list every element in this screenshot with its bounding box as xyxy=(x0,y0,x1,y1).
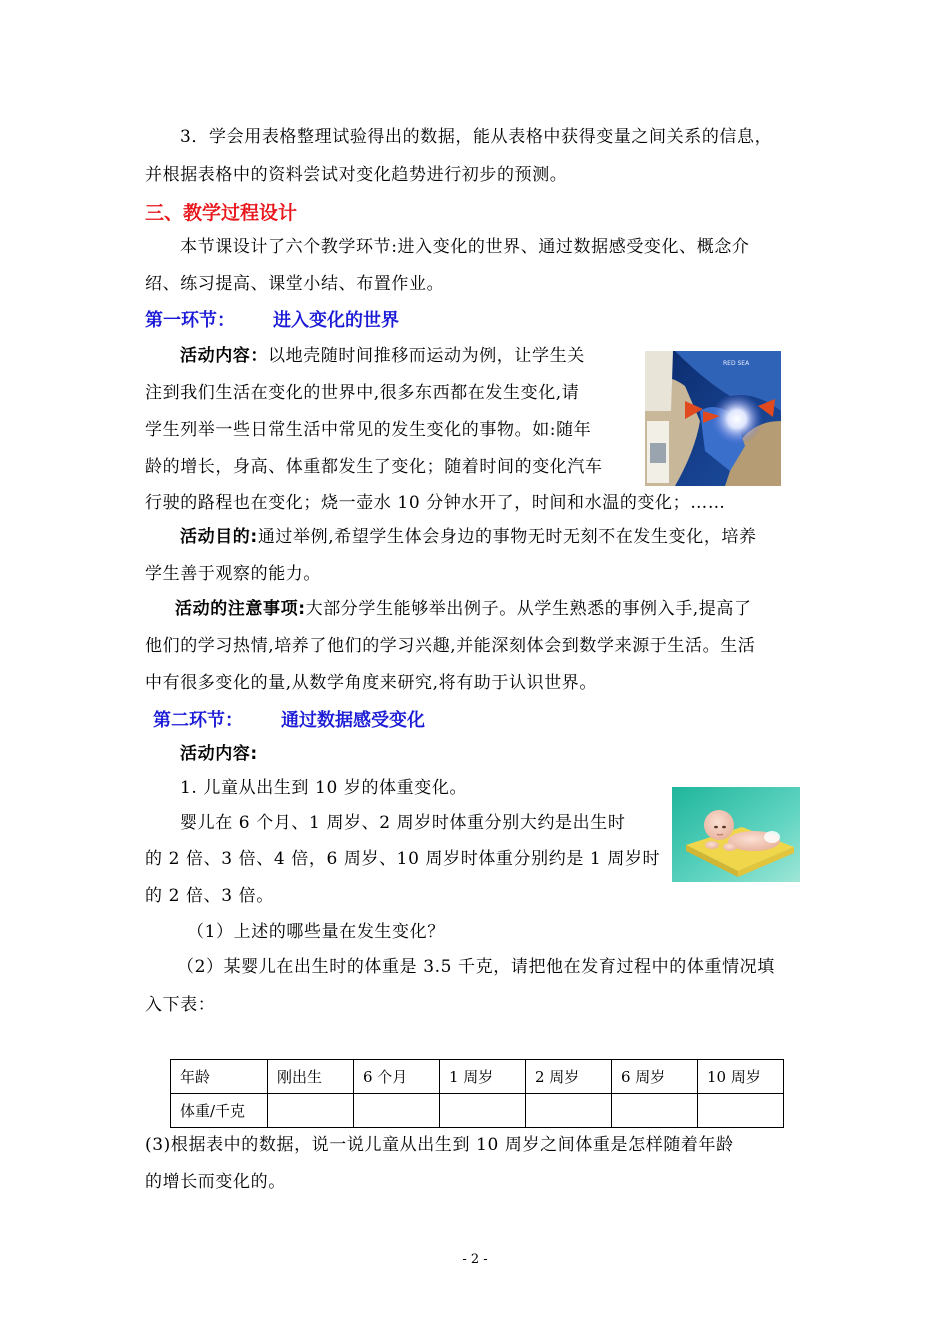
stage1-notes-line1: 活动的注意事项:大部分学生能够举出例子。从学生熟悉的事例入手,提高了 xyxy=(175,599,752,619)
stage2-q1: （1）上述的哪些量在发生变化？ xyxy=(187,922,445,942)
stage2-heading xyxy=(153,706,425,732)
stage2-heading-title: 通过数据感受变化 xyxy=(281,710,425,731)
stage1-content-line4: 龄的增长，身高、体重都发生了变化；随着时间的变化汽车 xyxy=(145,457,603,477)
stage1-notes-label: 活动的注意事项: xyxy=(175,599,306,619)
stage2-heading-num: 第二环节： xyxy=(153,710,243,731)
stage2-q2-line2: 入下表： xyxy=(145,995,216,1015)
stage1-notes-line3: 中有很多变化的量,从数学角度来研究,将有助于认识世界。 xyxy=(145,673,598,693)
stage1-content-line2: 注到我们生活在变化的世界中,很多东西都在发生变化,请 xyxy=(145,383,580,403)
table-header-cell: 刚出生 xyxy=(268,1060,354,1094)
table-header-cell: 1 周岁 xyxy=(440,1060,526,1094)
stage2-q2-line1: （2）某婴儿在出生时的体重是 3.5 千克，请把他在发育过程中的体重情况填 xyxy=(177,957,775,977)
stage2-item1: 1. 儿童从出生到 10 岁的体重变化。 xyxy=(180,778,468,798)
stage1-notes-line2: 他们的学习热情,培养了他们的学习兴趣,并能深刻体会到数学来源于生活。生活 xyxy=(145,636,756,656)
stage2-para-line3: 的 2 倍、3 倍。 xyxy=(145,886,274,906)
table-cell-blank xyxy=(440,1094,526,1128)
stage1-purpose-line2: 学生善于观察的能力。 xyxy=(145,564,321,584)
stage1-content-line3: 学生列举一些日常生活中常见的发生变化的事物。如:随年 xyxy=(145,420,592,440)
table-header-cell: 6 个月 xyxy=(354,1060,440,1094)
stage2-q3-line2: 的增长而变化的。 xyxy=(145,1172,286,1192)
section-intro-line2: 绍、练习提高、课堂小结、布置作业。 xyxy=(145,274,445,294)
stage2-para-line1: 婴儿在 6 个月、1 周岁、2 周岁时体重分别大约是出生时 xyxy=(180,813,626,833)
stage2-para-line2: 的 2 倍、3 倍、4 倍，6 周岁、10 周岁时体重分别约是 1 周岁时 xyxy=(145,849,661,869)
table-cell-blank xyxy=(268,1094,354,1128)
objective-3-line1: 3．学会用表格整理试验得出的数据，能从表格中获得变量之间关系的信息， xyxy=(180,127,773,147)
table-row-label: 体重/千克 xyxy=(171,1094,268,1128)
baby-photo xyxy=(672,787,800,882)
stage1-content-line1: 活动内容：以地壳随时间推移而运动为例，让学生关 xyxy=(180,346,585,366)
stage1-purpose-line1: 活动目的:通过举例,希望学生体会身边的事物无时无刻不在发生变化，培养 xyxy=(180,527,757,547)
table-cell-blank xyxy=(698,1094,784,1128)
stage1-purpose-label: 活动目的: xyxy=(180,527,258,547)
page-number: - 2 - xyxy=(462,1252,488,1267)
weight-table xyxy=(170,1059,784,1128)
stage2-q3-line1: (3)根据表中的数据，说一说儿童从出生到 10 周岁之间体重是怎样随着年龄 xyxy=(145,1135,734,1155)
table-header-cell: 2 周岁 xyxy=(526,1060,612,1094)
table-header-cell: 年龄 xyxy=(171,1060,268,1094)
stage1-content-line5: 行驶的路程也在变化；烧一壶水 10 分钟水开了，时间和水温的变化；…… xyxy=(145,493,726,513)
table-header-cell: 10 周岁 xyxy=(698,1060,784,1094)
stage1-heading xyxy=(145,306,399,332)
stage2-content-label: 活动内容: xyxy=(180,744,258,764)
objective-3-line2: 并根据表格中的资料尝试对变化趋势进行初步的预测。 xyxy=(145,165,568,185)
baby-image xyxy=(672,787,800,882)
image-map-label: RED SEA xyxy=(723,360,750,367)
earth-crust-photo xyxy=(645,351,781,486)
stage1-content-label: 活动内容： xyxy=(180,346,268,366)
table-cell-blank xyxy=(354,1094,440,1128)
stage1-heading-num: 第一环节： xyxy=(145,310,235,331)
stage1-heading-title: 进入变化的世界 xyxy=(273,310,399,331)
table-header-cell: 6 周岁 xyxy=(612,1060,698,1094)
table-cell-blank xyxy=(612,1094,698,1128)
table-cell-blank xyxy=(526,1094,612,1128)
table-header-row xyxy=(171,1060,784,1094)
table-row xyxy=(171,1094,784,1128)
earth-crust-image xyxy=(645,351,781,486)
section-intro-line1: 本节课设计了六个教学环节:进入变化的世界、通过数据感受变化、概念介 xyxy=(180,237,750,257)
section-heading: 三、教学过程设计 xyxy=(145,202,298,224)
